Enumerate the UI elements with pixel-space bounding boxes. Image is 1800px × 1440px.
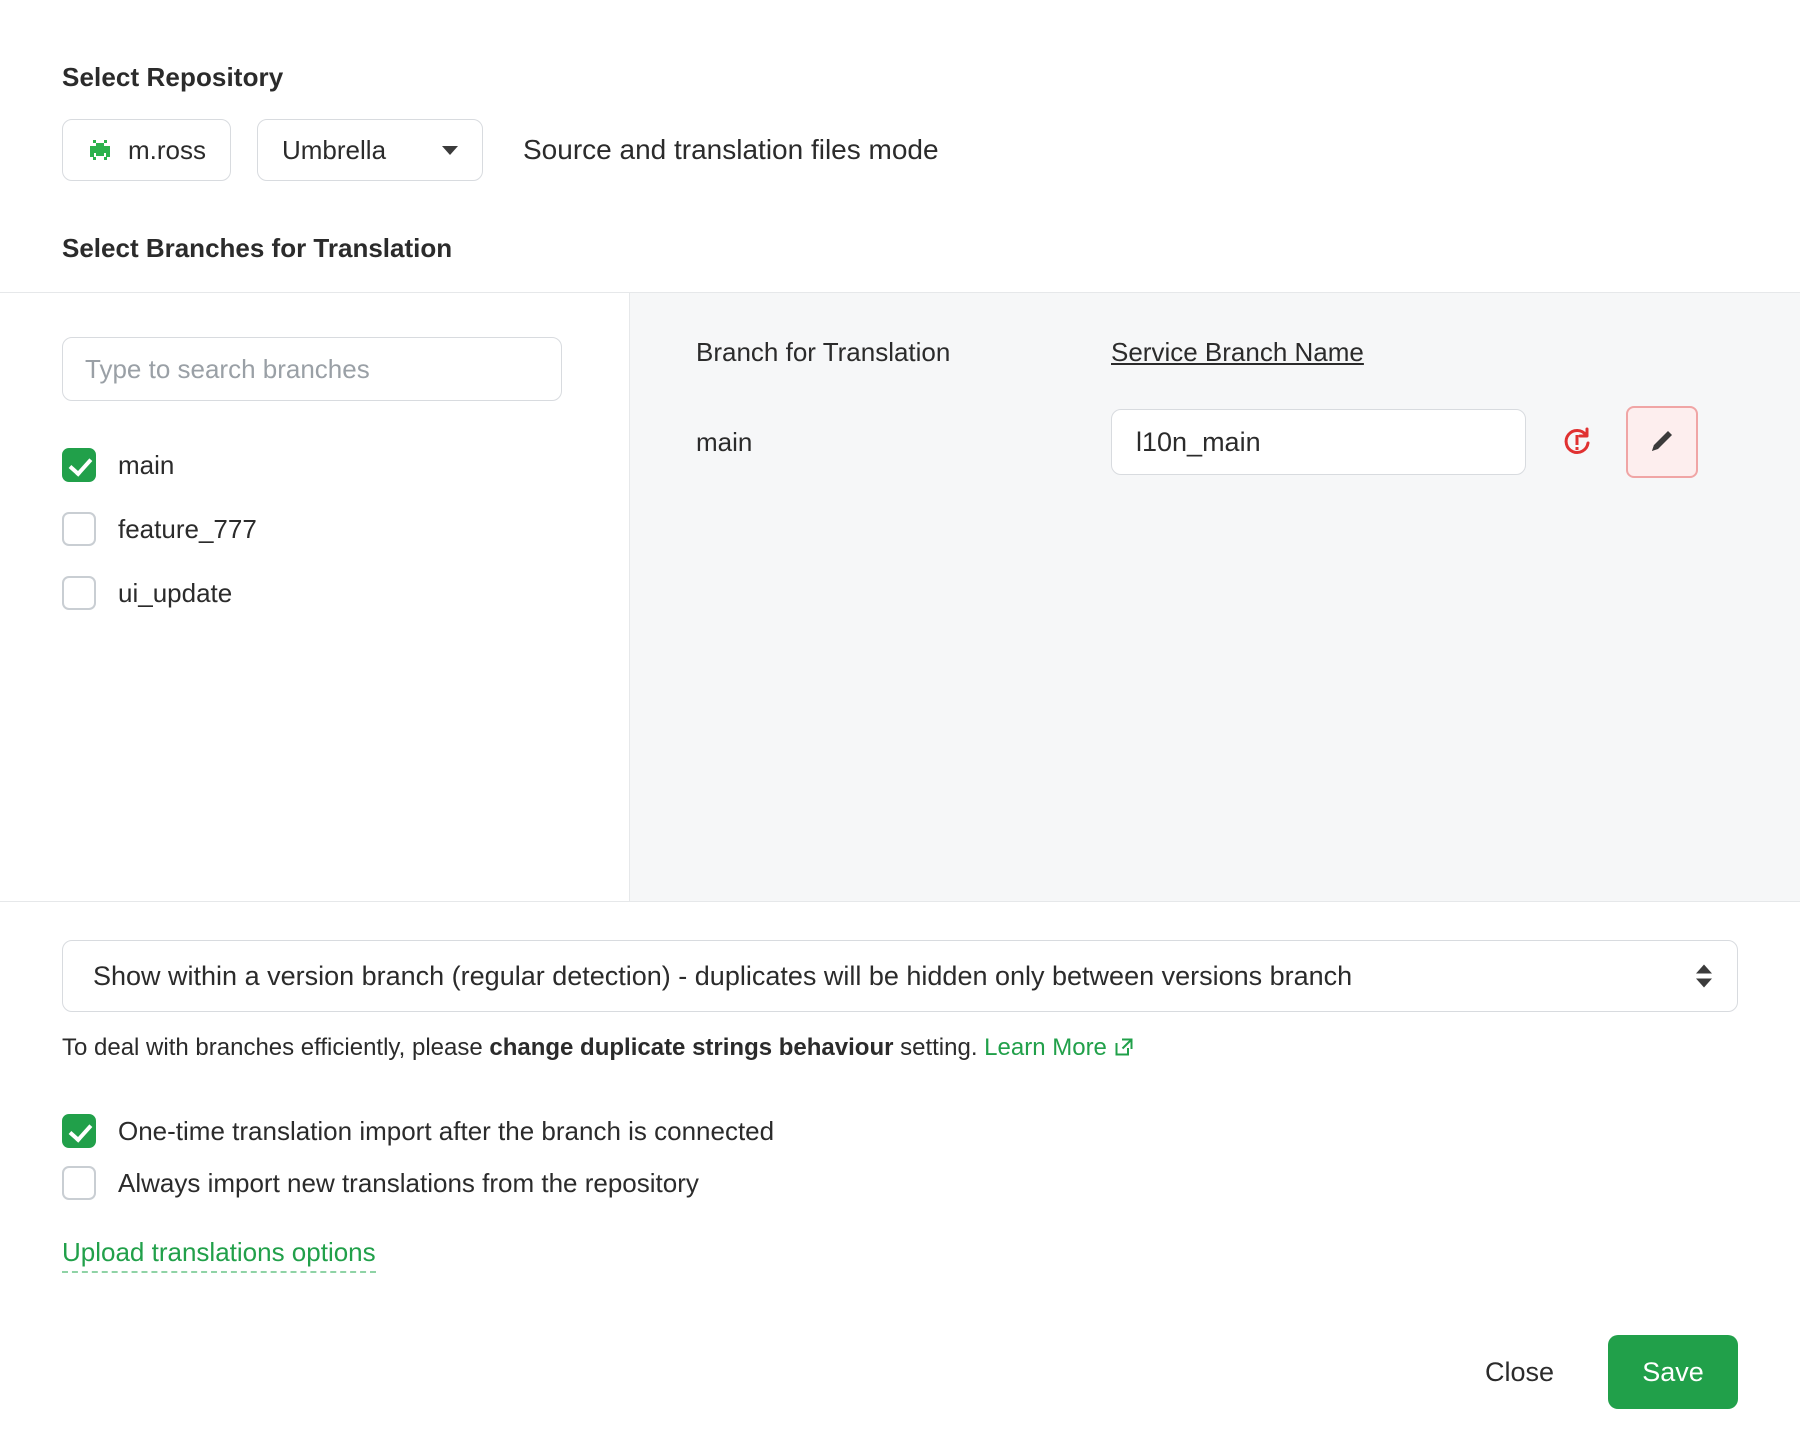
reset-warning-icon[interactable] (1560, 425, 1594, 459)
select-repository-label: Select Repository (62, 62, 284, 92)
branch-checkbox[interactable] (62, 576, 96, 610)
branches-panel (0, 292, 1800, 902)
hint-prefix: To deal with branches efficiently, please (62, 1034, 490, 1061)
external-link-icon (1113, 1036, 1135, 1065)
project-dropdown[interactable] (257, 119, 483, 181)
branch-label: main (118, 449, 175, 480)
list-item[interactable] (62, 561, 629, 625)
hint-suffix: setting. (893, 1034, 985, 1061)
table-row (696, 406, 1800, 478)
branch-checkbox[interactable] (62, 512, 96, 546)
learn-more-link[interactable]: Learn More (984, 1034, 1107, 1061)
repository-section (0, 0, 1800, 264)
list-item[interactable] (62, 1157, 1738, 1209)
duplicate-hint (62, 1034, 1738, 1065)
always-import-checkbox[interactable] (62, 1166, 96, 1200)
column-header-branch: Branch for Translation (696, 337, 951, 367)
duplicate-behaviour-select[interactable] (62, 940, 1738, 1012)
always-import-label: Always import new translations from the repository (118, 1167, 699, 1198)
branch-list (62, 433, 629, 625)
one-time-import-checkbox[interactable] (62, 1114, 96, 1148)
save-button[interactable]: Save (1608, 1335, 1738, 1409)
project-dropdown-value: Umbrella (282, 134, 387, 165)
search-branches-input[interactable] (62, 337, 562, 401)
bottom-section (0, 902, 1800, 1273)
service-branch-name-input[interactable] (1111, 409, 1526, 475)
column-header-service-branch: Service Branch Name (1111, 337, 1364, 367)
hint-bold: change duplicate strings behaviour (489, 1034, 894, 1061)
space-invader-icon (87, 137, 113, 163)
close-button[interactable]: Close (1471, 1347, 1568, 1398)
chevron-down-icon (442, 146, 458, 155)
account-chip[interactable] (62, 119, 231, 181)
upload-translations-options-link[interactable]: Upload translations options (62, 1237, 376, 1273)
import-options (62, 1105, 1738, 1209)
one-time-import-label: One-time translation import after the branch is connected (118, 1115, 775, 1146)
mapping-header (696, 337, 1800, 368)
edit-service-branch-button[interactable] (1626, 406, 1698, 478)
branch-list-pane (0, 293, 630, 901)
list-item[interactable] (62, 433, 629, 497)
account-name: m.ross (128, 134, 206, 165)
list-item[interactable] (62, 1105, 1738, 1157)
dialog-footer (0, 1335, 1800, 1409)
branch-mapping-pane (630, 293, 1800, 901)
duplicate-behaviour-select-wrap (62, 940, 1738, 1012)
files-mode-text: Source and translation files mode (523, 134, 939, 165)
branch-label: feature_777 (118, 513, 257, 544)
select-updown-icon (1696, 965, 1712, 988)
branch-checkbox[interactable] (62, 448, 96, 482)
duplicate-behaviour-value: Show within a version branch (regular detection) - duplicates will be hidden only between versions branch (93, 960, 1353, 991)
select-branches-label: Select Branches for Translation (62, 233, 453, 263)
repository-row (62, 119, 1800, 181)
list-item[interactable] (62, 497, 629, 561)
branch-label: ui_update (118, 577, 233, 608)
pencil-icon (1645, 424, 1679, 461)
mapping-branch-name: main (696, 426, 753, 457)
